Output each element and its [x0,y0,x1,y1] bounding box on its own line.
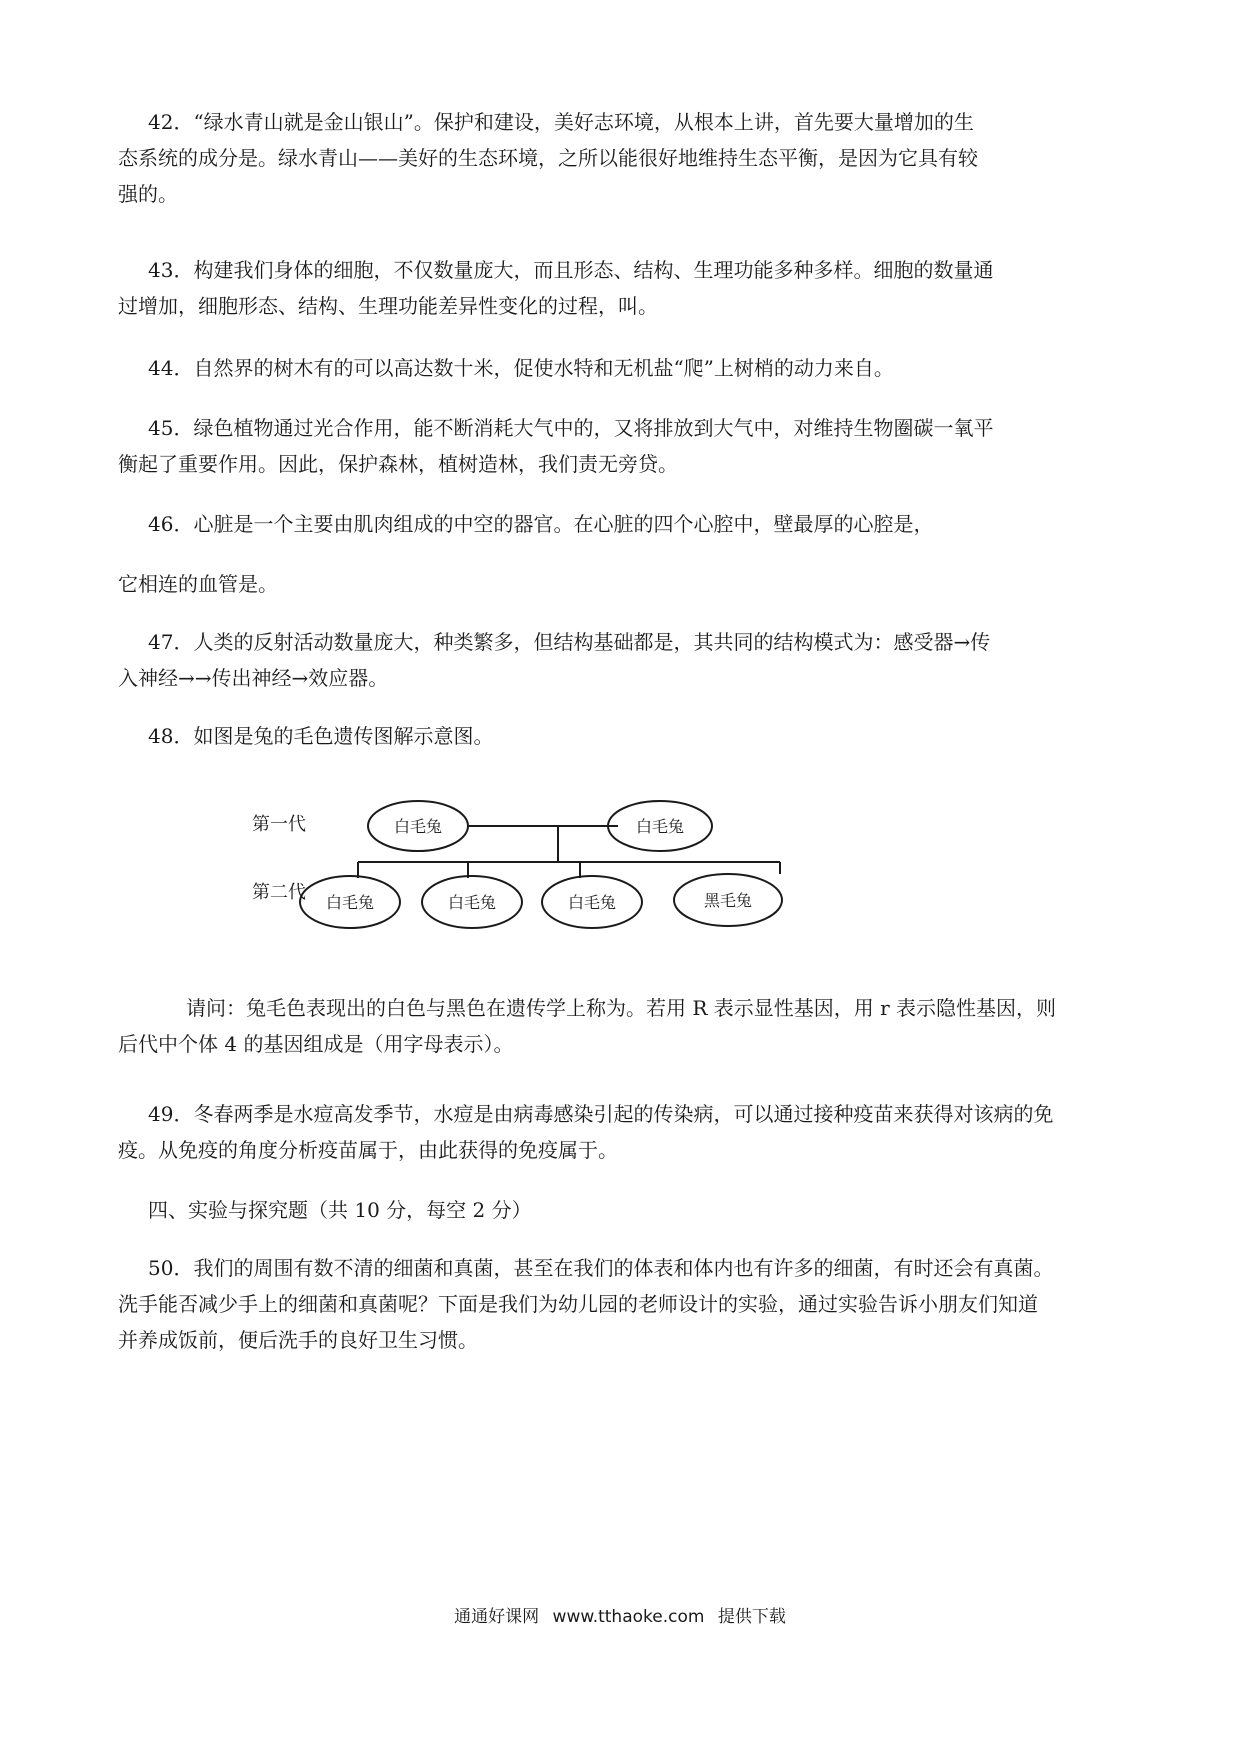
question-43 [118,252,1156,324]
offspring-4-label: 黑毛兔 [703,891,753,910]
generation-2-label: 第二代 [252,882,306,903]
footer-url: www.tthaoke.com [552,1607,705,1627]
question-42 [118,104,1156,212]
question-48-prompt-line-2: 后代中个体 4 的基因组成是（用字母表示）。 [118,1032,514,1056]
section-4-heading [118,1192,1156,1228]
question-50 [118,1250,1156,1358]
question-42-line-3: 强的。 [118,182,178,206]
rabbit-heredity-diagram [240,790,840,940]
question-43-line-1: 43．构建我们身体的细胞，不仅数量庞大，而且形态、结构、生理功能多种多样。细胞的数量通 [148,258,994,282]
question-46-line-2: 它相连的血管是。 [118,572,278,596]
question-46 [118,506,1156,542]
parent-1-label: 白毛兔 [393,817,443,836]
footer-suffix: 提供下载 [717,1607,786,1627]
question-50-line-1: 50．我们的周围有数不清的细菌和真菌，甚至在我们的体表和体内也有许多的细菌，有时还会有真菌。 [148,1256,1054,1280]
question-43-line-2: 过增加，细胞形态、结构、生理功能差异性变化的过程，叫。 [118,294,658,318]
question-48 [118,718,1156,754]
question-44 [118,350,1156,386]
question-42-line-1: 42．“绿水青山就是金山银山”。保护和建设，美好志环境，从根本上讲，首先要大量增加的生 [148,110,974,134]
question-49 [118,1096,1156,1168]
question-47-line-1: 47．人类的反射活动数量庞大，种类繁多，但结构基础都是，其共同的结构模式为：感受器→传 [148,630,991,654]
offspring-1-label: 白毛兔 [325,893,375,912]
offspring-2-label: 白毛兔 [447,893,497,912]
question-47 [118,624,1156,696]
question-44-line-1: 44．自然界的树木有的可以高达数十米，促使水特和无机盐“爬”上树梢的动力来自。 [148,356,894,380]
generation-1-label: 第一代 [252,814,306,835]
question-48-prompt-line-1: 请问：兔毛色表现出的白色与黑色在遗传学上称为。若用 R 表示显性基因，用 r 表示隐性基因，则 [186,996,1057,1020]
question-45-line-2: 衡起了重要作用。因此，保护森林，植树造林，我们责无旁贷。 [118,452,678,476]
question-47-line-2: 入神经→→传出神经→效应器。 [118,666,389,690]
offspring-3-label: 白毛兔 [567,893,617,912]
section-4-title: 四、实验与探究题（共 10 分，每空 2 分） [148,1198,532,1222]
question-49-line-1: 49．冬春两季是水痘高发季节，水痘是由病毒感染引起的传染病，可以通过接种疫苗来获得对该病的免 [148,1102,1054,1126]
footer-site-name: 通通好课网 [454,1607,540,1627]
question-42-line-2: 态系统的成分是。绿水青山——美好的生态环境，之所以能很好地维持生态平衡，是因为它具有较 [118,146,978,170]
parent-2-label: 白毛兔 [635,817,685,836]
question-48-prompt [114,990,1194,1062]
question-48-line-1: 48．如图是兔的毛色遗传图解示意图。 [148,724,494,748]
page-footer [0,1602,1240,1627]
question-50-line-2: 洗手能否减少手上的细菌和真菌呢？下面是我们为幼儿园的老师设计的实验，通过实验告诉小朋友们知道 [118,1292,1038,1316]
question-45 [118,410,1156,482]
question-49-line-2: 疫。从免疫的角度分析疫苗属于，由此获得的免疫属于。 [118,1138,618,1162]
question-46-line-1: 46．心脏是一个主要由肌肉组成的中空的器官。在心脏的四个心腔中，壁最厚的心腔是， [148,512,934,536]
question-46-continued [118,566,1126,602]
question-45-line-1: 45．绿色植物通过光合作用，能不断消耗大气中的，又将排放到大气中，对维持生物圈碳一氧平 [148,416,994,440]
question-50-line-3: 并养成饭前，便后洗手的良好卫生习惯。 [118,1328,478,1352]
